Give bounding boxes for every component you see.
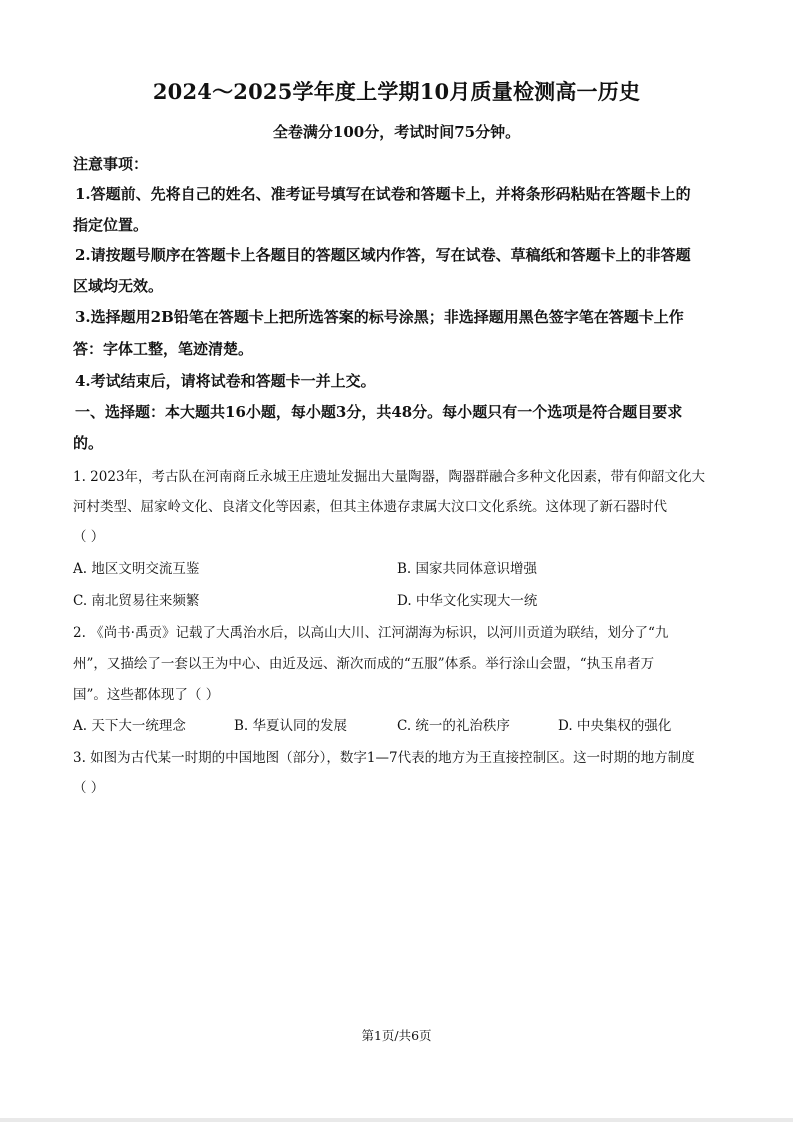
- question-2-option-a: A. 天下大一统理念: [73, 718, 186, 734]
- note-item-3-line-2: 答：字体工整，笔迹清楚。: [73, 340, 254, 358]
- question-1-option-d: D. 中华文化实现大一统: [397, 593, 538, 609]
- note-item-1-line-1: 1.答题前、先将自己的姓名、准考证号填写在试卷和答题卡上，并将条形码粘贴在答题卡上的: [75, 185, 691, 203]
- note-item-2-line-2: 区域均无效。: [73, 277, 164, 295]
- question-3-line-1: 3. 如图为古代某一时期的中国地图（部分），数字1—7代表的地方为王直接控制区。这一时期的地方制度: [73, 750, 695, 766]
- question-1-option-a: A. 地区文明交流互鉴: [73, 561, 200, 577]
- note-item-2-line-1: 2.请按题号顺序在答题卡上各题目的答题区域内作答，写在试卷、草稿纸和答题卡上的非答题: [75, 246, 691, 264]
- question-1-option-b: B. 国家共同体意识增强: [397, 561, 538, 577]
- bottom-divider: [0, 1118, 793, 1122]
- page-number: 第1页/共6页: [361, 1028, 432, 1043]
- question-2-line-3: 国”。这些都体现了（ ）: [73, 687, 220, 703]
- question-2-option-d: D. 中央集权的强化: [558, 718, 672, 734]
- question-1-option-c: C. 南北贸易往来频繁: [73, 593, 200, 609]
- note-item-3-line-1: 3.选择题用2B铅笔在答题卡上把所选答案的标号涂黑；非选择题用黑色签字笔在答题卡上作: [75, 308, 684, 326]
- exam-subtitle: 全卷满分100分，考试时间75分钟。: [272, 123, 521, 141]
- question-1-line-1: 1. 2023年，考古队在河南商丘永城王庄遗址发掘出大量陶器，陶器群融合多种文化因素，带有仰韶文化大: [73, 469, 706, 485]
- section-heading-line-1: 一、选择题：本大题共16小题，每小题3分，共48分。每小题只有一个选项是符合题目要求: [75, 403, 683, 421]
- question-2-line-1: 2. 《尚书·禹贡》记载了大禹治水后，以高山大川、江河湖海为标识，以河川贡道为联结，划分了“九: [73, 625, 669, 641]
- question-2-line-2: 州”，又描绘了一套以王为中心、由近及远、渐次而成的“五服”体系。举行涂山会盟，“执玉帛者万: [73, 656, 655, 672]
- note-item-4: 4.考试结束后，请将试卷和答题卡一并上交。: [75, 372, 376, 390]
- question-1-line-2: 河村类型、屈家岭文化、良渚文化等因素，但其主体遗存隶属大汶口文化系统。这体现了新石器时代: [73, 499, 667, 515]
- section-heading-line-2: 的。: [73, 434, 104, 452]
- page-title: 2024～2025学年度上学期10月质量检测高一历史: [152, 79, 641, 104]
- question-2-option-c: C. 统一的礼治秩序: [397, 718, 510, 734]
- question-2-option-b: B. 华夏认同的发展: [234, 718, 348, 734]
- question-3-answer-paren: （ ）: [73, 780, 105, 796]
- question-1-answer-paren: （ ）: [73, 529, 105, 545]
- note-item-1-line-2: 指定位置。: [73, 216, 149, 234]
- notes-heading: 注意事项：: [73, 155, 149, 173]
